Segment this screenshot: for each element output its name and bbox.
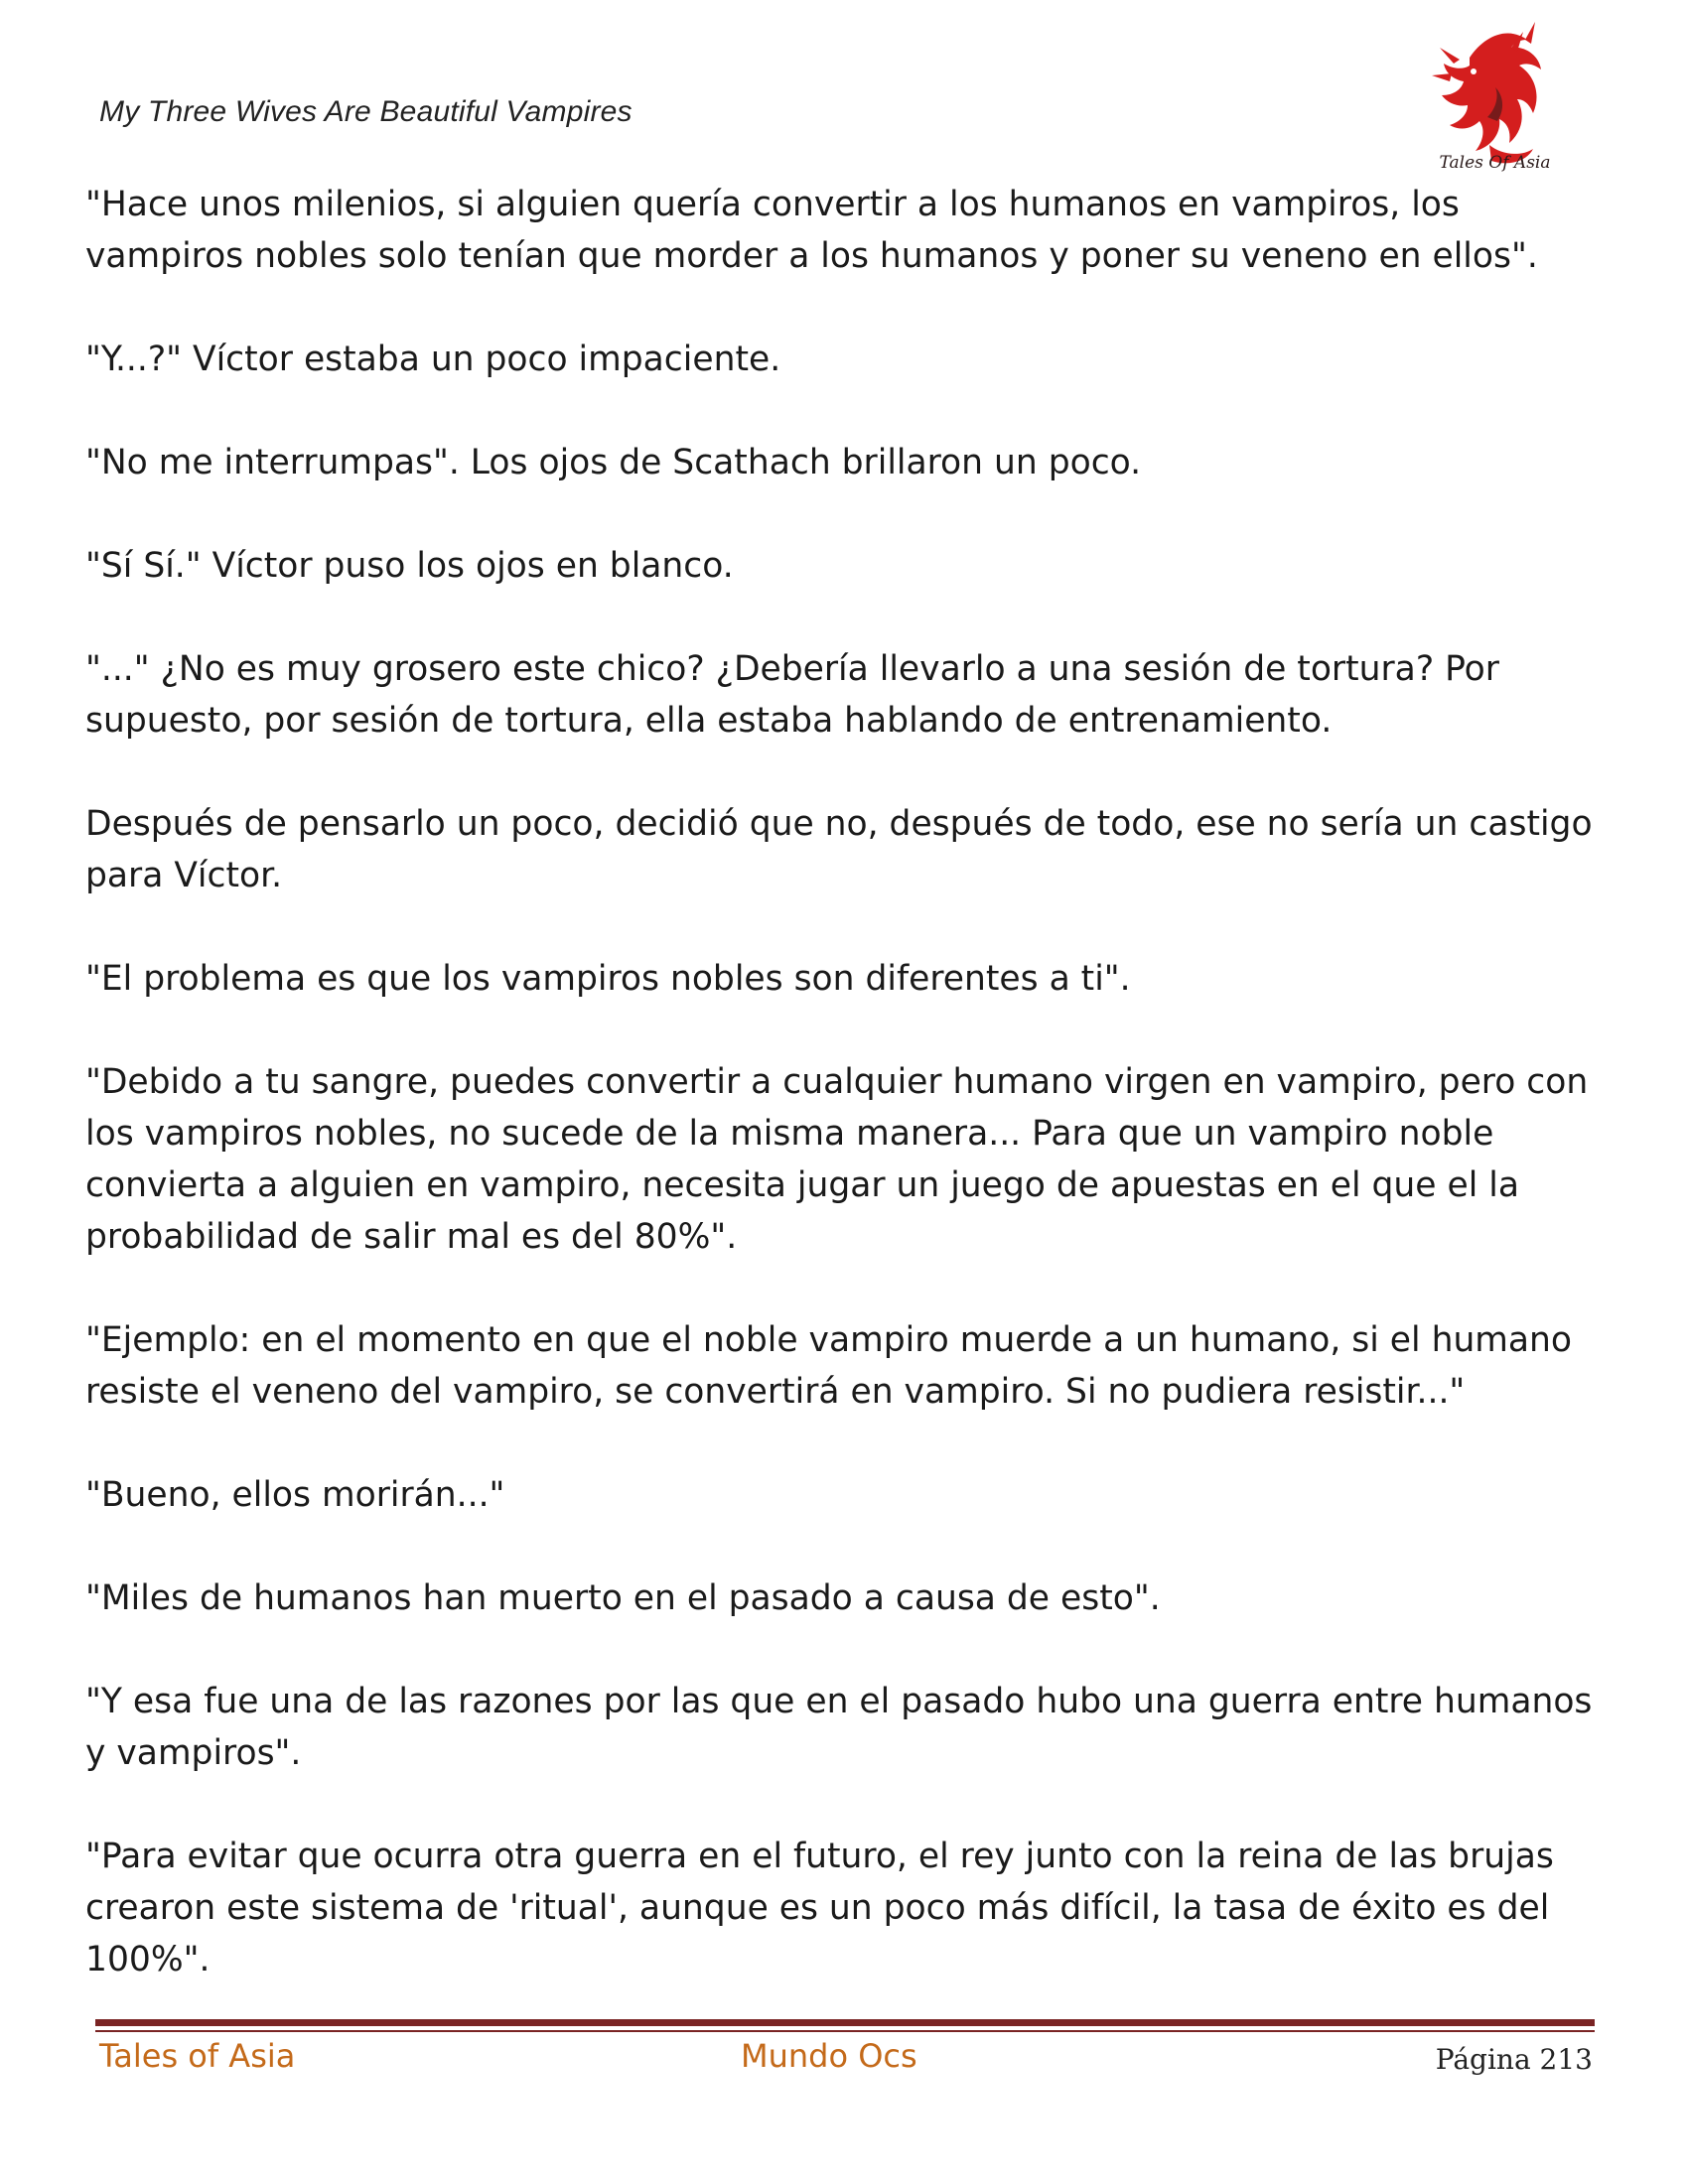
paragraph: "Para evitar que ocurra otra guerra en el futuro, el rey junto con la reina de las brujas crearon este sistema de 'ritual', aunque es un poco más difícil, la tasa de éxito es del 100%". bbox=[85, 1837, 1565, 1979]
paragraph: "Bueno, ellos morirán..." bbox=[85, 1475, 505, 1515]
paragraph: "Hace unos milenios, si alguien quería convertir a los humanos en vampiros, los vampiros nobles solo tenían que morder a los humanos y poner su veneno en ellos". bbox=[85, 185, 1538, 276]
paragraph: "..." ¿No es muy grosero este chico? ¿Debería llevarlo a una sesión de tortura? Por supuesto, por sesión de tortura, ella estaba hablando de entrenamiento. bbox=[85, 649, 1510, 741]
footer-divider bbox=[95, 2019, 1595, 2026]
page-number: Página 213 bbox=[1435, 2043, 1593, 2076]
paragraph: "El problema es que los vampiros nobles son diferentes a ti". bbox=[85, 959, 1131, 999]
footer-publisher: Tales of Asia bbox=[99, 2037, 296, 2075]
body-text bbox=[85, 179, 1615, 2037]
paragraph: "Debido a tu sangre, puedes convertir a cualquier humano virgen en vampiro, pero con los vampiros nobles, no sucede de la misma manera... Para que un vampiro noble convierta a alguien en vampiro, necesita jugar un juego de apuestas en el que el la probabilidad de salir mal es del 80%". bbox=[85, 1062, 1600, 1257]
paragraph: Después de pensarlo un poco, decidió que no, después de todo, ese no sería un castigo para Víctor. bbox=[85, 804, 1604, 895]
footer-divider-thin bbox=[95, 2030, 1595, 2032]
paragraph: "No me interrumpas". Los ojos de Scathach brillaron un poco. bbox=[85, 443, 1142, 482]
paragraph: "Y esa fue una de las razones por las que en el pasado hubo una guerra entre humanos y vampiros". bbox=[85, 1682, 1604, 1773]
logo-text: Tales Of Asia bbox=[1439, 153, 1551, 173]
paragraph: "Sí Sí." Víctor puso los ojos en blanco. bbox=[85, 546, 734, 586]
paragraph: "Miles de humanos han muerto en el pasado a causa de esto". bbox=[85, 1578, 1161, 1618]
book-title: My Three Wives Are Beautiful Vampires bbox=[99, 95, 633, 128]
paragraph: "Ejemplo: en el momento en que el noble vampiro muerde a un humano, si el humano resiste el veneno del vampiro, se convertirá en vampiro. Si no pudiera resistir..." bbox=[85, 1320, 1583, 1412]
footer-site: Mundo Ocs bbox=[741, 2037, 917, 2075]
paragraph: "Y...?" Víctor estaba un poco impaciente. bbox=[85, 340, 781, 379]
